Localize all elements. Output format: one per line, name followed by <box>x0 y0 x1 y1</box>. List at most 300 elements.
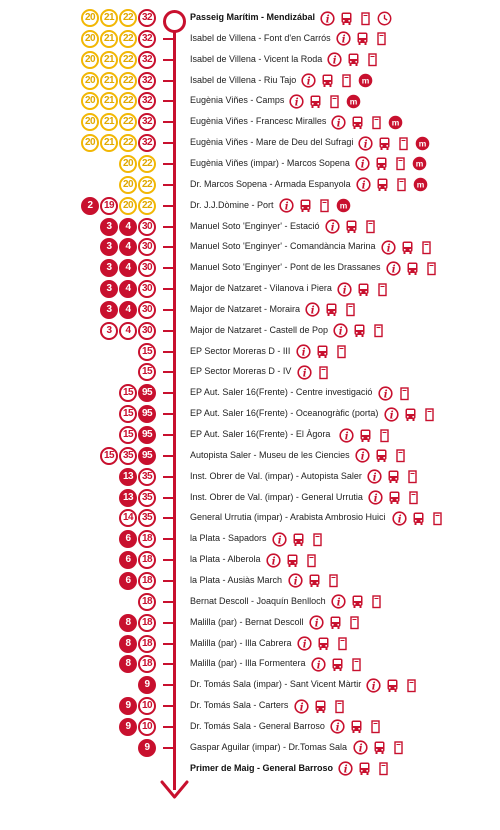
line-badge[interactable]: 15 <box>119 384 137 402</box>
bus-icon[interactable] <box>349 719 364 734</box>
line-badge[interactable]: 20 <box>81 72 99 90</box>
line-badge[interactable]: 21 <box>100 30 118 48</box>
info-icon[interactable] <box>392 511 407 526</box>
stop-row[interactable] <box>0 300 500 320</box>
info-icon[interactable] <box>333 323 348 338</box>
line-badge[interactable]: 10 <box>138 697 156 715</box>
stop-name[interactable]: Manuel Soto 'Enginyer' - Pont de les Drassanes <box>190 262 381 273</box>
line-badge[interactable]: 21 <box>100 113 118 131</box>
card-icon[interactable] <box>369 115 384 130</box>
stop-row[interactable] <box>0 196 500 216</box>
line-badge[interactable]: 19 <box>100 197 118 215</box>
line-badge[interactable]: 20 <box>81 92 99 110</box>
line-badge[interactable]: 20 <box>81 134 99 152</box>
bus-icon[interactable] <box>387 490 402 505</box>
line-badge[interactable]: 21 <box>100 134 118 152</box>
info-icon[interactable] <box>311 657 326 672</box>
card-icon[interactable] <box>422 407 437 422</box>
stop-name[interactable]: EP Aut. Saler 16(Frente) - Centre investigació <box>190 387 373 398</box>
bus-icon[interactable] <box>339 11 354 26</box>
metro-icon[interactable] <box>346 94 361 109</box>
line-badge[interactable]: 18 <box>138 551 156 569</box>
stop-row[interactable] <box>0 696 500 716</box>
info-icon[interactable] <box>355 156 370 171</box>
stop-icons <box>353 739 406 757</box>
stop-tick <box>163 476 173 478</box>
line-badge[interactable]: 6 <box>119 572 137 590</box>
stop-row[interactable] <box>0 634 500 654</box>
metro-icon[interactable] <box>415 136 430 151</box>
bus-icon[interactable] <box>320 73 335 88</box>
stop-name[interactable]: EP Sector Moreras D - IV <box>190 366 292 377</box>
line-badge[interactable]: 15 <box>138 363 156 381</box>
stop-tick <box>163 413 173 415</box>
line-badge[interactable]: 22 <box>119 9 137 27</box>
card-icon[interactable] <box>334 344 349 359</box>
info-icon[interactable] <box>330 719 345 734</box>
line-badge[interactable]: 3 <box>100 280 118 298</box>
info-icon[interactable] <box>289 94 304 109</box>
stop-tick <box>163 246 173 248</box>
card-icon[interactable] <box>375 282 390 297</box>
stop-row[interactable] <box>0 571 500 591</box>
card-icon[interactable] <box>343 302 358 317</box>
stop-row[interactable] <box>0 91 500 111</box>
info-icon[interactable] <box>368 490 383 505</box>
stop-row[interactable] <box>0 279 500 299</box>
line-badge[interactable]: 35 <box>138 489 156 507</box>
info-icon[interactable] <box>336 31 351 46</box>
stop-row[interactable] <box>0 550 500 570</box>
line-badge[interactable]: 18 <box>138 530 156 548</box>
card-icon[interactable] <box>405 469 420 484</box>
card-icon[interactable] <box>363 219 378 234</box>
stop-row[interactable] <box>0 613 500 633</box>
line-badge[interactable]: 3 <box>100 322 118 340</box>
card-icon[interactable] <box>396 136 411 151</box>
line-badge[interactable]: 30 <box>138 218 156 236</box>
card-icon[interactable] <box>430 511 445 526</box>
card-icon[interactable] <box>376 761 391 776</box>
stop-name[interactable]: EP Aut. Saler 16(Frente) - El Àgora <box>190 429 331 439</box>
bus-icon[interactable] <box>403 407 418 422</box>
card-icon[interactable] <box>391 740 406 755</box>
line-badge[interactable]: 95 <box>138 384 156 402</box>
card-icon[interactable] <box>347 615 362 630</box>
stop-tick <box>163 80 173 82</box>
stop-name[interactable]: Isabel de Villena - Vicent la Roda <box>190 53 323 64</box>
stop-name[interactable]: EP Aut. Saler 16(Frente) - Oceanogràfic (porta) <box>190 408 379 419</box>
bus-icon[interactable] <box>344 219 359 234</box>
stop-name[interactable]: Passeig Marítim - Mendizábal <box>190 12 316 22</box>
stop-name[interactable]: Manuel Soto 'Enginyer' - Comandància Marina <box>190 241 376 252</box>
info-icon[interactable] <box>309 615 324 630</box>
stop-row[interactable] <box>0 362 500 382</box>
line-badge[interactable]: 30 <box>138 322 156 340</box>
bus-icon[interactable] <box>411 511 426 526</box>
line-badge[interactable]: 35 <box>138 468 156 486</box>
stop-row[interactable] <box>0 342 500 362</box>
info-icon[interactable] <box>272 532 287 547</box>
line-badge[interactable]: 8 <box>119 655 137 673</box>
line-badge[interactable]: 20 <box>81 9 99 27</box>
metro-icon[interactable] <box>388 115 403 130</box>
card-icon[interactable] <box>304 553 319 568</box>
stop-icons <box>289 92 361 110</box>
svg-text:m: m <box>392 117 400 128</box>
card-icon[interactable] <box>358 11 373 26</box>
line-badge[interactable]: 32 <box>138 72 156 90</box>
stop-icons <box>330 718 383 736</box>
stop-name[interactable]: Malilla (par) - Bernat Descoll <box>190 616 304 627</box>
info-icon[interactable] <box>337 282 352 297</box>
stop-name[interactable]: Dr. Tomás Sala - General Barroso <box>190 720 325 731</box>
line-badge[interactable]: 15 <box>119 426 137 444</box>
bus-icon[interactable] <box>377 136 392 151</box>
line-badge[interactable]: 22 <box>138 197 156 215</box>
metro-icon[interactable] <box>336 198 351 213</box>
line-badge[interactable]: 22 <box>138 155 156 173</box>
bus-icon[interactable] <box>356 282 371 297</box>
stop-row[interactable] <box>0 759 500 779</box>
stop-name[interactable]: Malilla (par) - Illa Cabrera <box>190 637 292 648</box>
stop-tick <box>163 726 173 728</box>
card-icon[interactable] <box>424 261 439 276</box>
card-icon[interactable] <box>369 594 384 609</box>
line-badge[interactable]: 6 <box>119 530 137 548</box>
line-badge[interactable]: 32 <box>138 92 156 110</box>
line-badge[interactable]: 4 <box>119 259 137 277</box>
card-icon[interactable] <box>374 31 389 46</box>
stop-row[interactable] <box>0 383 500 403</box>
bus-icon[interactable] <box>330 657 345 672</box>
line-badge[interactable]: 2 <box>81 197 99 215</box>
info-icon[interactable] <box>279 198 294 213</box>
stop-row[interactable] <box>0 529 500 549</box>
card-icon[interactable] <box>327 94 342 109</box>
line-badges <box>100 447 156 465</box>
line-badge[interactable]: 21 <box>100 9 118 27</box>
bus-icon[interactable] <box>315 344 330 359</box>
info-icon[interactable] <box>320 11 335 26</box>
stop-name[interactable]: Autopista Saler - Museu de les Ciencies <box>190 449 350 460</box>
line-badge[interactable]: 95 <box>138 405 156 423</box>
stop-name[interactable]: Inst. Obrer de Val. (impar) - Autopista Saler <box>190 470 362 481</box>
line-badge[interactable]: 30 <box>138 301 156 319</box>
line-badge[interactable]: 35 <box>138 509 156 527</box>
line-badge[interactable]: 22 <box>119 30 137 48</box>
line-badge[interactable]: 32 <box>138 51 156 69</box>
metro-icon[interactable] <box>358 73 373 88</box>
line-badge[interactable]: 6 <box>119 551 137 569</box>
line-badge[interactable]: 9 <box>138 739 156 757</box>
stop-name[interactable]: Dr. J.J.Dòmine - Port <box>190 199 274 210</box>
line-badge[interactable]: 30 <box>138 280 156 298</box>
line-badge[interactable]: 21 <box>100 72 118 90</box>
stop-row[interactable] <box>0 592 500 612</box>
info-icon[interactable] <box>381 240 396 255</box>
info-icon[interactable] <box>378 386 393 401</box>
line-badge[interactable]: 22 <box>119 113 137 131</box>
info-icon[interactable] <box>288 573 303 588</box>
line-badge[interactable]: 18 <box>138 572 156 590</box>
line-badge[interactable]: 95 <box>138 447 156 465</box>
info-icon[interactable] <box>301 73 316 88</box>
stop-row[interactable] <box>0 425 500 445</box>
stop-row[interactable] <box>0 50 500 70</box>
stop-name[interactable]: Manuel Soto 'Enginyer' - Estació <box>190 220 320 231</box>
line-badge[interactable]: 4 <box>119 322 137 340</box>
info-icon[interactable] <box>355 448 370 463</box>
line-badge[interactable]: 22 <box>119 72 137 90</box>
stop-row[interactable] <box>0 675 500 695</box>
bus-icon[interactable] <box>375 177 390 192</box>
card-icon[interactable] <box>406 490 421 505</box>
bus-icon[interactable] <box>328 615 343 630</box>
card-icon[interactable] <box>368 719 383 734</box>
card-icon[interactable] <box>349 657 364 672</box>
line-badge[interactable]: 13 <box>119 489 137 507</box>
bus-icon[interactable] <box>358 428 373 443</box>
info-icon[interactable] <box>384 407 399 422</box>
line-badges <box>100 218 156 236</box>
line-badge[interactable]: 32 <box>138 9 156 27</box>
card-icon[interactable] <box>404 678 419 693</box>
line-badge[interactable]: 4 <box>119 238 137 256</box>
bus-icon[interactable] <box>285 553 300 568</box>
bus-icon[interactable] <box>405 261 420 276</box>
line-badge[interactable]: 18 <box>138 593 156 611</box>
bus-icon[interactable] <box>385 678 400 693</box>
info-icon[interactable] <box>297 636 312 651</box>
stop-name[interactable]: Eugènia Viñes - Francesc Miralles <box>190 116 327 127</box>
stop-name[interactable]: Eugènia Viñes - Mare de Deu del Sufragi <box>190 137 354 148</box>
line-badge[interactable]: 4 <box>119 301 137 319</box>
stop-row[interactable] <box>0 488 500 508</box>
line-badge[interactable]: 8 <box>119 635 137 653</box>
info-icon[interactable] <box>296 344 311 359</box>
stop-row[interactable] <box>0 404 500 424</box>
line-badge[interactable]: 3 <box>100 301 118 319</box>
line-badge[interactable]: 20 <box>81 113 99 131</box>
line-badge[interactable]: 32 <box>138 30 156 48</box>
info-icon[interactable] <box>305 302 320 317</box>
bus-icon[interactable] <box>352 323 367 338</box>
info-icon[interactable] <box>325 219 340 234</box>
stop-name[interactable]: Dr. Tomás Sala (impar) - Sant Vicent Màrtir <box>190 679 362 690</box>
stop-tick <box>163 747 173 749</box>
stop-row[interactable] <box>0 175 500 195</box>
bus-icon[interactable] <box>298 198 313 213</box>
bus-icon[interactable] <box>308 94 323 109</box>
line-badge[interactable]: 8 <box>119 614 137 632</box>
line-badge[interactable]: 9 <box>119 697 137 715</box>
stop-row[interactable] <box>0 321 500 341</box>
line-badge[interactable]: 20 <box>81 30 99 48</box>
line-badge[interactable]: 13 <box>119 468 137 486</box>
card-icon[interactable] <box>365 52 380 67</box>
svg-text:i: i <box>386 243 391 255</box>
line-badge[interactable]: 22 <box>119 92 137 110</box>
line-badge[interactable]: 22 <box>119 51 137 69</box>
line-badge[interactable]: 35 <box>119 447 137 465</box>
stop-row[interactable] <box>0 237 500 257</box>
line-badge[interactable]: 18 <box>138 614 156 632</box>
bus-icon[interactable] <box>400 240 415 255</box>
bus-icon[interactable] <box>355 31 370 46</box>
line-badge[interactable]: 20 <box>119 176 137 194</box>
stop-row[interactable] <box>0 217 500 237</box>
line-badge[interactable]: 20 <box>119 155 137 173</box>
stop-name[interactable]: Eugènia Viñes - Camps <box>190 95 285 106</box>
card-icon[interactable] <box>393 448 408 463</box>
line-badge[interactable]: 20 <box>81 51 99 69</box>
card-icon[interactable] <box>317 198 332 213</box>
line-badge[interactable]: 15 <box>119 405 137 423</box>
info-icon[interactable] <box>294 699 309 714</box>
stop-name[interactable]: la Plata - Alberola <box>190 554 261 565</box>
stop-name[interactable]: la Plata - Ausiàs March <box>190 574 283 585</box>
stop-icons <box>294 697 347 715</box>
card-icon[interactable] <box>335 636 350 651</box>
bus-icon[interactable] <box>374 448 389 463</box>
stop-row[interactable] <box>0 508 500 528</box>
line-badge[interactable]: 30 <box>138 259 156 277</box>
line-badge[interactable]: 9 <box>119 718 137 736</box>
card-icon[interactable] <box>316 365 331 380</box>
stop-name[interactable]: Dr. Tomás Sala - Carters <box>190 700 289 711</box>
stop-row[interactable] <box>0 133 500 153</box>
line-badge[interactable]: 21 <box>100 51 118 69</box>
line-badges <box>119 176 156 194</box>
line-badge[interactable]: 32 <box>138 113 156 131</box>
svg-text:m: m <box>350 96 358 107</box>
info-icon[interactable] <box>331 594 346 609</box>
bus-icon[interactable] <box>316 636 331 651</box>
line-badge[interactable]: 15 <box>100 447 118 465</box>
stop-name[interactable]: Isabel de Villena - Riu Tajo <box>190 74 297 85</box>
bus-icon[interactable] <box>372 740 387 755</box>
line-badge[interactable]: 18 <box>138 655 156 673</box>
line-badge[interactable]: 4 <box>119 280 137 298</box>
info-icon[interactable] <box>356 177 371 192</box>
line-badge[interactable]: 95 <box>138 426 156 444</box>
line-badge[interactable]: 3 <box>100 238 118 256</box>
info-icon[interactable] <box>386 261 401 276</box>
info-icon[interactable] <box>339 428 354 443</box>
bus-icon[interactable] <box>374 156 389 171</box>
line-badge[interactable]: 22 <box>119 134 137 152</box>
line-badge[interactable]: 14 <box>119 509 137 527</box>
info-icon[interactable] <box>338 761 353 776</box>
stop-row[interactable] <box>0 112 500 132</box>
line-badge[interactable]: 18 <box>138 635 156 653</box>
bus-icon[interactable] <box>357 761 372 776</box>
stop-name[interactable]: Inst. Obrer de Val. (impar) - General Urrutia <box>190 491 363 502</box>
stop-name[interactable]: Primer de Maig - General Barroso <box>190 762 334 773</box>
line-badge[interactable]: 32 <box>138 134 156 152</box>
stop-row[interactable] <box>0 738 500 758</box>
info-icon[interactable] <box>266 553 281 568</box>
bus-icon[interactable] <box>386 469 401 484</box>
line-badge[interactable]: 30 <box>138 238 156 256</box>
stop-name[interactable]: Eugènia Viñes (impar) - Marcos Sopena <box>190 157 350 168</box>
stop-icons <box>381 238 434 256</box>
card-icon[interactable] <box>332 699 347 714</box>
line-badge[interactable]: 21 <box>100 92 118 110</box>
info-icon[interactable] <box>331 115 346 130</box>
line-badge[interactable]: 4 <box>119 218 137 236</box>
stop-row[interactable] <box>0 29 500 49</box>
stop-name[interactable]: EP Sector Moreras D - III <box>190 345 291 356</box>
stop-name[interactable]: Dr. Marcos Sopena - Armada Espanyola <box>190 178 351 189</box>
bus-icon[interactable] <box>324 302 339 317</box>
info-icon[interactable] <box>297 365 312 380</box>
info-icon[interactable] <box>353 740 368 755</box>
card-icon[interactable] <box>394 177 409 192</box>
card-icon[interactable] <box>393 156 408 171</box>
metro-icon[interactable] <box>412 156 427 171</box>
info-icon[interactable] <box>366 678 381 693</box>
bus-icon[interactable] <box>313 699 328 714</box>
bus-icon[interactable] <box>350 594 365 609</box>
stop-name[interactable]: Isabel de Villena - Font d'en Carrós <box>190 32 331 43</box>
stop-name[interactable]: General Urrutia (impar) - Arabista Ambrosio Huici <box>190 512 386 523</box>
card-icon[interactable] <box>310 532 325 547</box>
stop-row[interactable] <box>0 654 500 674</box>
card-icon[interactable] <box>397 386 412 401</box>
stop-row[interactable] <box>0 717 500 737</box>
stop-name[interactable]: Major de Natzaret - Moraira <box>190 303 301 314</box>
info-icon[interactable] <box>367 469 382 484</box>
line-badge[interactable]: 9 <box>138 676 156 694</box>
card-icon[interactable] <box>377 428 392 443</box>
bus-icon[interactable] <box>350 115 365 130</box>
card-icon[interactable] <box>339 73 354 88</box>
info-icon[interactable] <box>358 136 373 151</box>
clock-icon[interactable] <box>377 11 392 26</box>
bus-icon[interactable] <box>307 573 322 588</box>
stop-row[interactable] <box>0 71 500 91</box>
card-icon[interactable] <box>326 573 341 588</box>
stop-row[interactable] <box>0 8 500 28</box>
card-icon[interactable] <box>419 240 434 255</box>
bus-icon[interactable] <box>291 532 306 547</box>
line-badge[interactable]: 10 <box>138 718 156 736</box>
stop-row[interactable] <box>0 467 500 487</box>
stop-name[interactable]: Bernat Descoll - Joaquín Benlloch <box>190 595 326 606</box>
line-badges <box>81 197 156 215</box>
line-badge[interactable]: 3 <box>100 259 118 277</box>
card-icon[interactable] <box>371 323 386 338</box>
stop-name[interactable]: Major de Natzaret - Vilanova i Piera <box>190 283 332 294</box>
line-badges <box>119 155 156 173</box>
line-badge[interactable]: 20 <box>119 197 137 215</box>
stop-name[interactable]: Gaspar Aguilar (impar) - Dr.Tomas Sala <box>190 741 348 752</box>
stop-name[interactable]: Major de Natzaret - Castell de Pop <box>190 324 329 335</box>
stop-name[interactable]: la Plata - Sapadors <box>190 533 267 544</box>
stop-row[interactable] <box>0 154 500 174</box>
info-icon[interactable] <box>327 52 342 67</box>
stop-name[interactable]: Malilla (par) - Illa Formentera <box>190 658 306 669</box>
metro-icon[interactable] <box>413 177 428 192</box>
line-badge[interactable]: 3 <box>100 218 118 236</box>
stop-row[interactable] <box>0 446 500 466</box>
stop-row[interactable] <box>0 258 500 278</box>
line-badge[interactable]: 15 <box>138 343 156 361</box>
line-badge[interactable]: 22 <box>138 176 156 194</box>
bus-icon[interactable] <box>346 52 361 67</box>
